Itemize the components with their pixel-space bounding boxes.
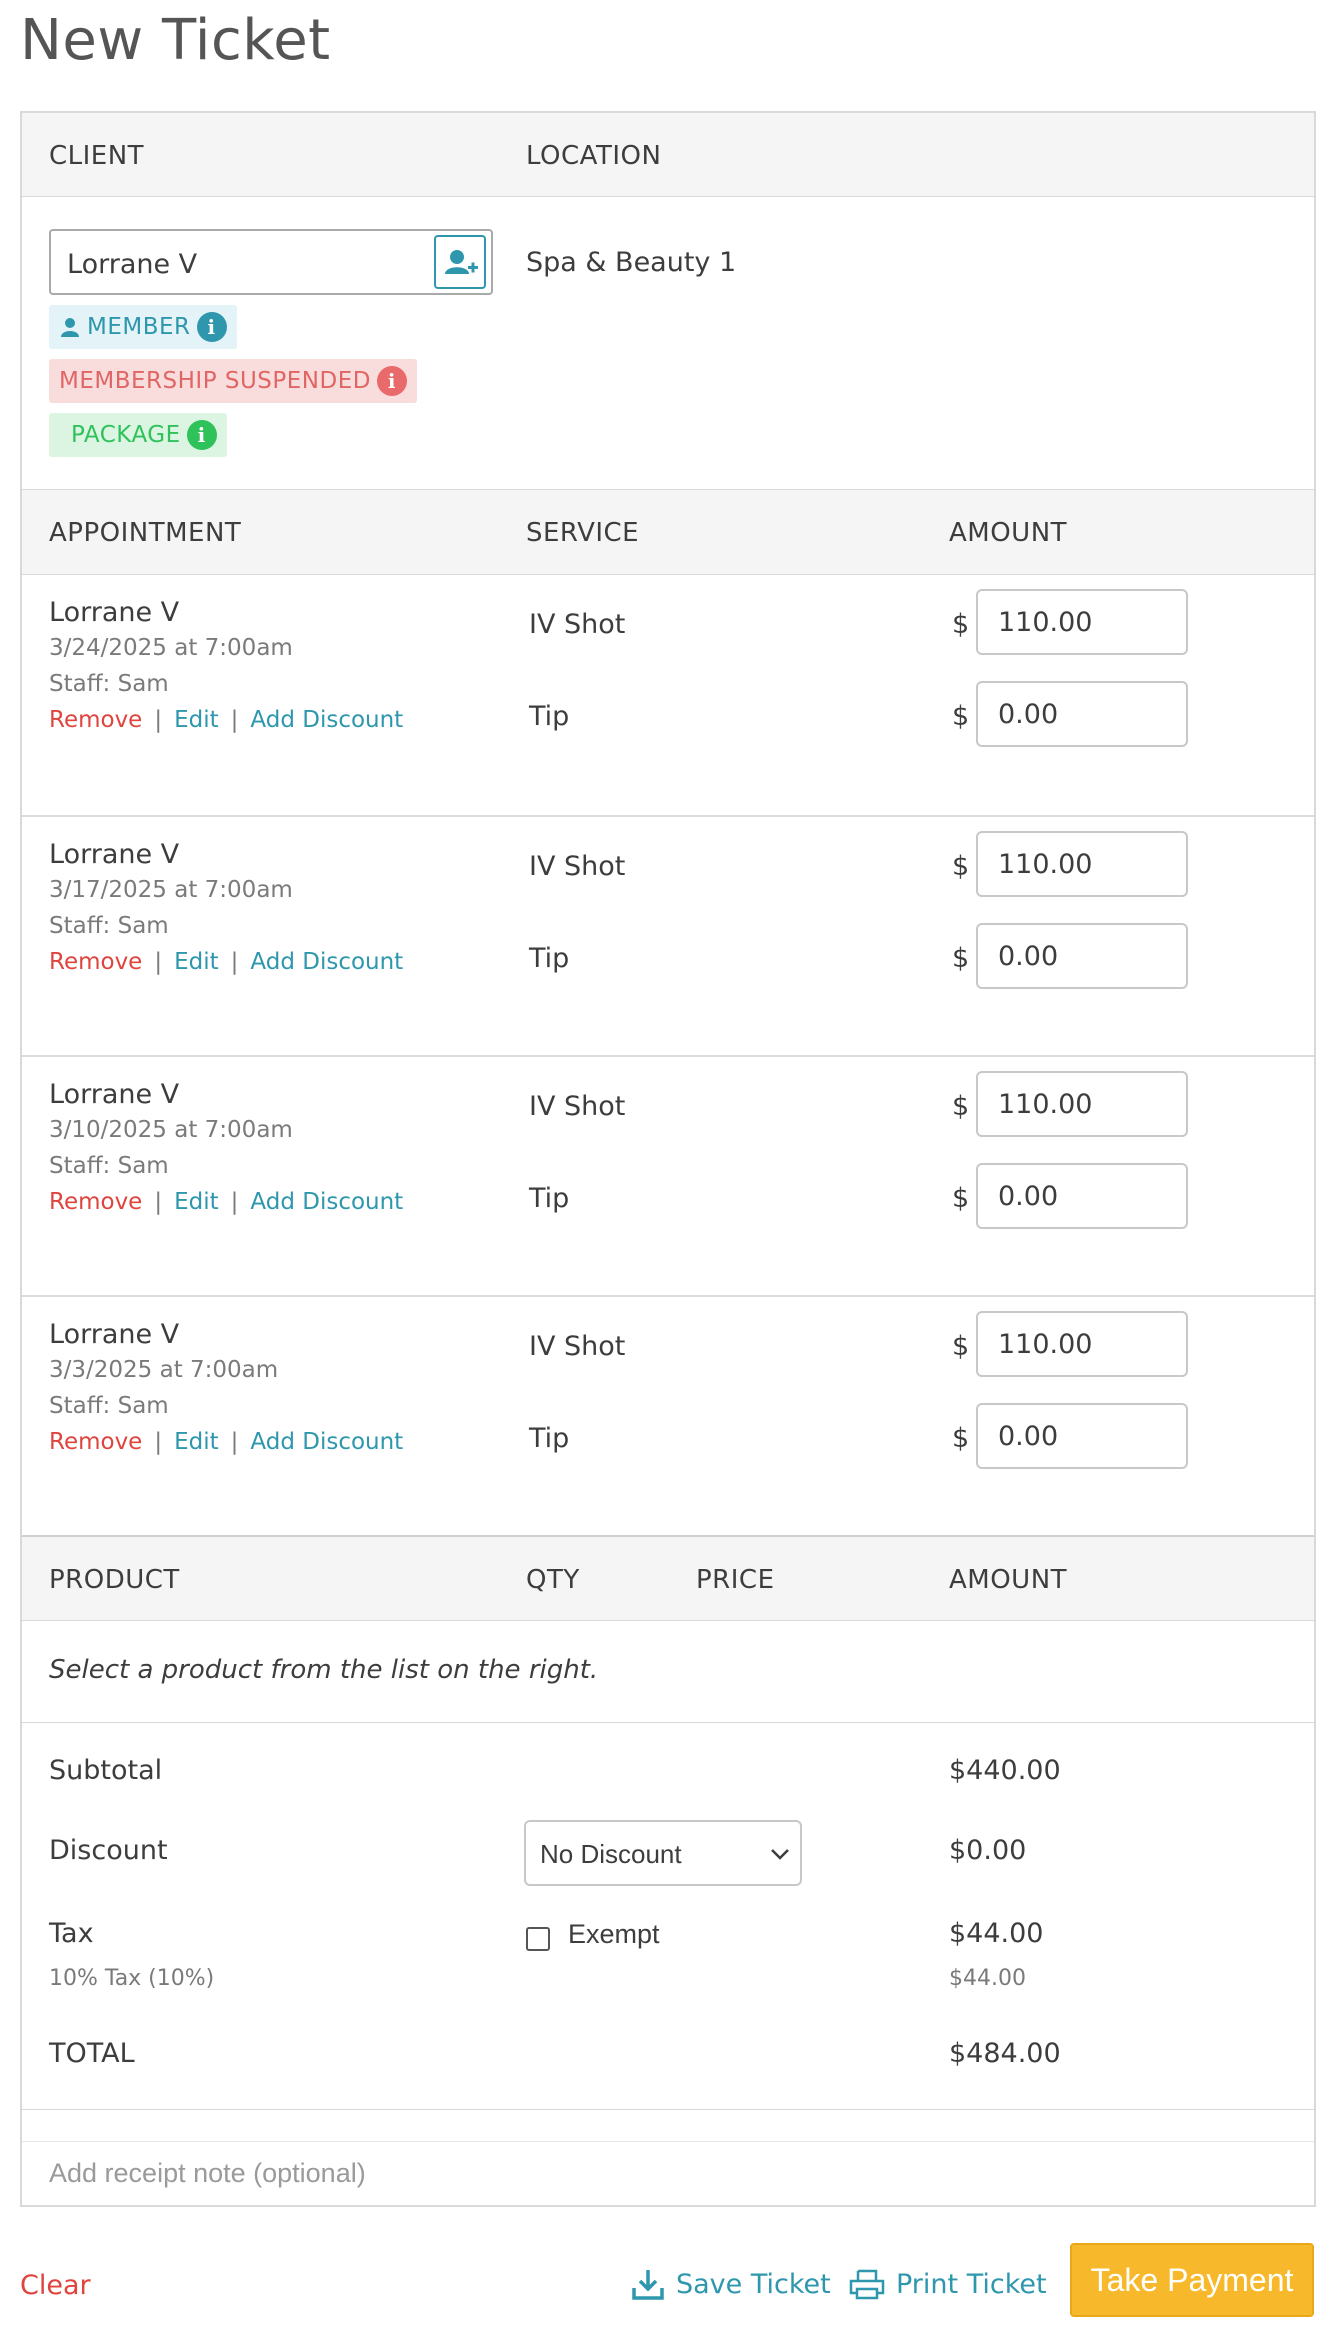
person-icon xyxy=(59,316,81,338)
edit-link[interactable]: Edit xyxy=(174,1189,219,1215)
service-name: IV Shot xyxy=(529,851,626,882)
add-discount-link[interactable]: Add Discount xyxy=(250,1429,404,1455)
add-discount-link[interactable]: Add Discount xyxy=(250,1189,404,1215)
tip-amount-input[interactable]: 0.00 xyxy=(976,923,1188,989)
appointment-actions xyxy=(49,707,403,733)
clear-button[interactable]: Clear xyxy=(20,2270,91,2301)
client-name: Lorrane V xyxy=(67,249,198,280)
appointment-actions xyxy=(49,1429,403,1455)
appointment-staff: Staff: Sam xyxy=(49,913,169,939)
subtotal-value: $440.00 xyxy=(949,1755,1061,1786)
currency-symbol: $ xyxy=(952,851,970,882)
info-icon[interactable]: i xyxy=(187,420,217,450)
take-payment-button[interactable]: Take Payment xyxy=(1070,2243,1314,2317)
service-name: IV Shot xyxy=(529,609,626,640)
tip-label: Tip xyxy=(529,1183,570,1214)
discount-select-value: No Discount xyxy=(540,1839,682,1869)
appointment-staff: Staff: Sam xyxy=(49,1153,169,1179)
appointment-client: Lorrane V xyxy=(49,839,180,870)
currency-symbol: $ xyxy=(952,1183,970,1214)
package-badge xyxy=(49,413,227,457)
currency-symbol: $ xyxy=(952,943,970,974)
currency-symbol: $ xyxy=(952,609,970,640)
separator: | xyxy=(230,949,239,975)
product-header-row xyxy=(22,1535,1314,1621)
tip-amount-input[interactable]: 0.00 xyxy=(976,681,1188,747)
edit-link[interactable]: Edit xyxy=(174,707,219,733)
member-badge-label: MEMBER xyxy=(87,314,191,340)
service-amount-input[interactable]: 110.00 xyxy=(976,1311,1188,1377)
separator: | xyxy=(154,1429,163,1455)
appointment-datetime: 3/24/2025 at 7:00am xyxy=(49,635,293,661)
tax-value: $44.00 xyxy=(949,1918,1044,1949)
separator: | xyxy=(154,707,163,733)
appointment-row xyxy=(22,1055,1314,1295)
separator: | xyxy=(230,1429,239,1455)
tax-label: Tax xyxy=(49,1918,94,1949)
chevron-down-icon xyxy=(770,1847,790,1861)
service-name: IV Shot xyxy=(529,1331,626,1362)
print-ticket-button[interactable] xyxy=(848,2265,1047,2303)
service-name: IV Shot xyxy=(529,1091,626,1122)
member-badge xyxy=(49,305,237,349)
appointment-row xyxy=(22,1295,1314,1535)
appointment-actions xyxy=(49,949,403,975)
location-header: LOCATION xyxy=(526,141,662,171)
service-amount-input[interactable]: 110.00 xyxy=(976,589,1188,655)
separator: | xyxy=(154,1189,163,1215)
subtotal-label: Subtotal xyxy=(49,1755,163,1786)
service-amount-input[interactable]: 110.00 xyxy=(976,831,1188,897)
appointment-row xyxy=(22,815,1314,1055)
add-client-icon xyxy=(436,237,484,287)
appointment-header: APPOINTMENT xyxy=(49,518,242,548)
appointment-datetime: 3/10/2025 at 7:00am xyxy=(49,1117,293,1143)
tip-label: Tip xyxy=(529,701,570,732)
currency-symbol: $ xyxy=(952,1331,970,1362)
currency-symbol: $ xyxy=(952,1091,970,1122)
tip-label: Tip xyxy=(529,943,570,974)
tax-exempt-label[interactable]: Exempt xyxy=(568,1919,660,1949)
remove-link[interactable]: Remove xyxy=(49,707,143,733)
appointment-datetime: 3/3/2025 at 7:00am xyxy=(49,1357,279,1383)
appointment-client: Lorrane V xyxy=(49,597,180,628)
section-divider xyxy=(22,1722,1314,1723)
info-icon[interactable]: i xyxy=(197,312,227,342)
price-header: PRICE xyxy=(696,1565,775,1595)
save-ticket-label: Save Ticket xyxy=(676,2268,831,2300)
service-amount-input[interactable]: 110.00 xyxy=(976,1071,1188,1137)
qty-header: QTY xyxy=(526,1565,580,1595)
total-value: $484.00 xyxy=(949,2038,1061,2069)
appointment-header-row xyxy=(22,489,1314,575)
receipt-note-placeholder: Add receipt note (optional) xyxy=(49,2158,366,2188)
printer-icon xyxy=(848,2267,886,2301)
separator: | xyxy=(230,707,239,733)
remove-link[interactable]: Remove xyxy=(49,949,143,975)
add-discount-link[interactable]: Add Discount xyxy=(250,949,404,975)
amount-header: AMOUNT xyxy=(949,518,1068,548)
print-ticket-label: Print Ticket xyxy=(896,2268,1047,2300)
separator: | xyxy=(154,949,163,975)
discount-value: $0.00 xyxy=(949,1835,1027,1866)
appointment-actions xyxy=(49,1189,403,1215)
tip-label: Tip xyxy=(529,1423,570,1454)
client-field[interactable] xyxy=(49,229,493,295)
tax-exempt-checkbox[interactable] xyxy=(526,1927,550,1951)
appointment-client: Lorrane V xyxy=(49,1319,180,1350)
section-divider xyxy=(22,2109,1314,2110)
appointment-datetime: 3/17/2025 at 7:00am xyxy=(49,877,293,903)
add-client-button[interactable] xyxy=(434,235,486,289)
info-icon[interactable]: i xyxy=(377,366,407,396)
tip-amount-input[interactable]: 0.00 xyxy=(976,1403,1188,1469)
appointment-staff: Staff: Sam xyxy=(49,671,169,697)
tax-detail-value: $44.00 xyxy=(949,1966,1026,1991)
separator: | xyxy=(230,1189,239,1215)
membership-suspended-badge xyxy=(49,359,417,403)
remove-link[interactable]: Remove xyxy=(49,1429,143,1455)
edit-link[interactable]: Edit xyxy=(174,949,219,975)
discount-label: Discount xyxy=(49,1835,168,1866)
appointment-staff: Staff: Sam xyxy=(49,1393,169,1419)
product-header: PRODUCT xyxy=(49,1565,180,1595)
edit-link[interactable]: Edit xyxy=(174,1429,219,1455)
total-label: TOTAL xyxy=(49,2038,135,2069)
discount-select[interactable] xyxy=(524,1820,802,1886)
client-header-row xyxy=(22,113,1314,197)
page-title: New Ticket xyxy=(20,8,331,73)
service-header: SERVICE xyxy=(526,518,640,548)
receipt-note-input[interactable] xyxy=(22,2141,1314,2205)
package-badge-label: PACKAGE xyxy=(71,422,181,448)
save-ticket-button[interactable] xyxy=(630,2265,831,2303)
appointment-row xyxy=(22,575,1314,815)
add-discount-link[interactable]: Add Discount xyxy=(250,707,404,733)
tax-detail-label: 10% Tax (10%) xyxy=(49,1966,215,1991)
client-header: CLIENT xyxy=(49,141,145,171)
tip-amount-input[interactable]: 0.00 xyxy=(976,1163,1188,1229)
currency-symbol: $ xyxy=(952,701,970,732)
appointment-client: Lorrane V xyxy=(49,1079,180,1110)
amount-header: AMOUNT xyxy=(949,1565,1068,1595)
download-icon xyxy=(630,2266,666,2302)
location-value: Spa & Beauty 1 xyxy=(526,247,737,278)
ticket-card xyxy=(20,111,1316,2207)
remove-link[interactable]: Remove xyxy=(49,1189,143,1215)
suspended-badge-label: MEMBERSHIP SUSPENDED xyxy=(59,368,371,394)
currency-symbol: $ xyxy=(952,1423,970,1454)
products-empty-message: Select a product from the list on the right. xyxy=(49,1655,599,1685)
